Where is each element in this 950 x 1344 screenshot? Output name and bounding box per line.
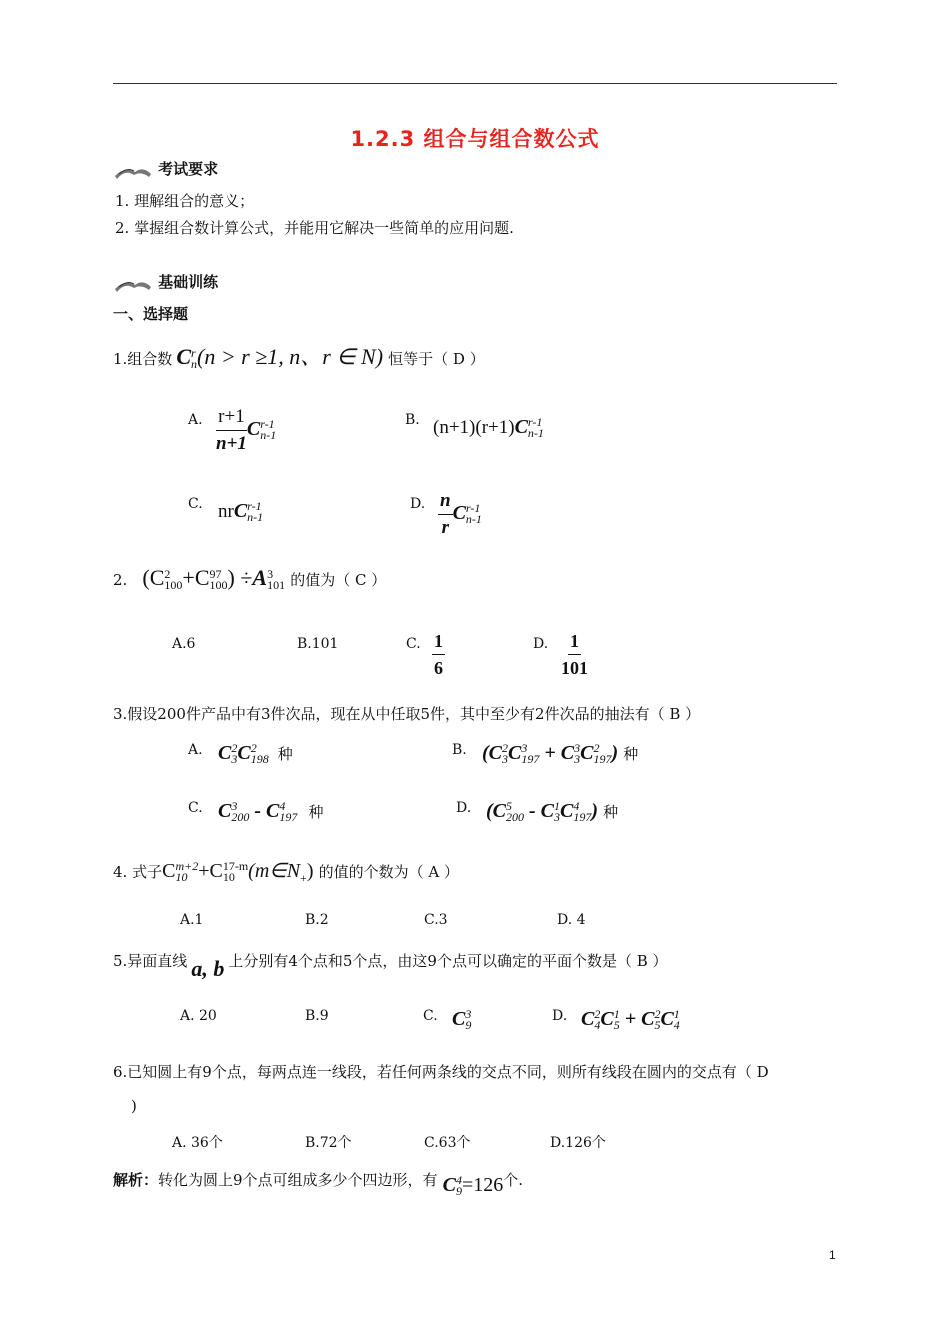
q4-prefix: 4. 式子 xyxy=(113,863,163,881)
question-3: 3.假设200件产品中有3件次品，现在从中任取5件，其中至少有2件次品的抽法有（ B ） xyxy=(113,705,701,723)
q1-option-b-formula: (n+1)(r+1)C r-1 n-1 xyxy=(433,415,544,441)
analysis: 解析：转化为圆上9个点可组成多少个四边形，有 C 4 9 =126个. xyxy=(113,1171,524,1199)
q5-option-a: A. 20 xyxy=(180,1008,217,1024)
q2-option-b: B.101 xyxy=(297,636,339,652)
q3-option-d-label: D. xyxy=(456,800,472,816)
q3-option-c-formula: C 3 200 - C 4 197 种 xyxy=(218,799,324,825)
page-number: 1 xyxy=(829,1248,836,1262)
requirements-header xyxy=(113,158,218,180)
q3-option-d-formula: (C 5 200 - C 1 3 C 4 197 ) 种 xyxy=(486,799,619,825)
q2-option-c-formula: $\frac{1}{6}$ xyxy=(432,628,445,681)
q2-prefix: 2. xyxy=(113,571,128,589)
question-5 xyxy=(113,946,668,981)
q1-suffix: 恒等于（ D ） xyxy=(388,350,485,368)
question-1: 1.组合数 C r n (n > r ≥1, n、r ∈ N) 恒等于（ D ） xyxy=(113,344,485,371)
q5-suffix: 上分别有4个点和5个点，由这9个点可以确定的平面个数是（ B ） xyxy=(228,952,668,970)
choice-subheading: 一、选择题 xyxy=(113,305,189,323)
q2-option-d-formula: $\frac{1}{101}$ xyxy=(561,628,588,681)
page-title: 1.2.3 组合与组合数公式 xyxy=(350,127,600,151)
q5-option-b: B.9 xyxy=(305,1008,329,1024)
q5-prefix: 5.异面直线 xyxy=(113,952,188,970)
question-6: 6.已知圆上有9个点，每两点连一线段，若任何两条线的交点不同，则所有线段在圆内的交点有（ D xyxy=(113,1063,769,1081)
q6-option-a: A. 36个 xyxy=(172,1135,223,1151)
q2-suffix: 的值为（ C ） xyxy=(290,571,387,589)
q5-option-d-label: D. xyxy=(552,1008,568,1024)
q5-option-d-formula: C 2 4 C 1 5 + C 2 5 C 1 4 xyxy=(581,1007,680,1033)
q2-option-c-label: C. xyxy=(406,636,421,652)
q3-option-b-formula: (C 2 3 C 3 197 + C 3 3 C 2 197 ) 种 xyxy=(482,741,639,767)
q4-option-a: A.1 xyxy=(180,912,204,928)
question-6-cont: ) xyxy=(131,1097,137,1115)
q6-option-b: B.72个 xyxy=(305,1135,352,1151)
header-rule xyxy=(113,83,837,84)
q1-option-c-label: C. xyxy=(188,496,203,512)
q4-option-d: D. 4 xyxy=(557,912,586,928)
book-icon xyxy=(113,273,153,293)
q3-unit-b: 种 xyxy=(623,745,639,763)
q3-unit-a: 种 xyxy=(277,745,293,763)
q5-vars: a, b xyxy=(191,956,225,981)
q6-option-c: C.63个 xyxy=(424,1135,471,1151)
question-4: 4. 式子C m+2 10 +C 17-m 10 $(m\in N_+)$ 的值的个数为（ A ） xyxy=(113,859,459,885)
q1-option-d-label: D. xyxy=(410,496,426,512)
q3-unit-c: 种 xyxy=(308,803,324,821)
q6-option-d: D.126个 xyxy=(550,1135,606,1151)
training-header xyxy=(113,271,218,293)
q3-option-c-label: C. xyxy=(188,800,203,816)
analysis-unit: 个. xyxy=(503,1171,524,1189)
analysis-text: 转化为圆上9个点可组成多少个四边形，有 xyxy=(158,1171,438,1189)
question-2: 2. (C 2 100 +C 97 100 ) ÷A 3 101 的值为（ C ） xyxy=(113,565,387,592)
q4-option-b: B.2 xyxy=(305,912,329,928)
q3-unit-d: 种 xyxy=(603,803,619,821)
q3-option-a-formula: C 2 3 C 2 198 种 xyxy=(218,741,293,767)
q2-option-d-label: D. xyxy=(533,636,549,652)
q1-option-a-formula: $\frac{r+1}{n+1}$ C r-1 n-1 xyxy=(216,406,277,454)
q1-option-d-formula: $\frac{n}{r}$ C r-1 n-1 xyxy=(440,490,482,538)
training-heading: 基础训练 xyxy=(158,273,219,291)
q4-option-c: C.3 xyxy=(424,912,448,928)
q1-option-a-label: A. xyxy=(188,412,203,428)
q1-option-c-formula: nrC r-1 n-1 xyxy=(218,499,264,525)
q4-suffix: 的值的个数为（ A ） xyxy=(318,863,459,881)
requirement-item-1: 1. 理解组合的意义； xyxy=(115,192,255,210)
q2-option-a: A.6 xyxy=(172,636,196,652)
requirements-heading: 考试要求 xyxy=(158,160,219,178)
q3-option-b-label: B. xyxy=(452,742,467,758)
q1-condition: (n > r ≥1, n、r ∈ N) xyxy=(197,344,384,369)
q1-option-b-label: B. xyxy=(405,412,420,428)
analysis-value: =126 xyxy=(462,1174,504,1196)
q5-option-c-label: C. xyxy=(423,1008,438,1024)
q5-option-c-formula: C 3 9 xyxy=(452,1007,472,1033)
q3-option-a-label: A. xyxy=(188,742,203,758)
q1-prefix: 1.组合数 xyxy=(113,350,173,368)
analysis-label: 解析： xyxy=(113,1171,159,1189)
requirement-item-2: 2. 掌握组合数计算公式，并能用它解决一些简单的应用问题. xyxy=(115,219,514,237)
book-icon xyxy=(113,160,153,180)
